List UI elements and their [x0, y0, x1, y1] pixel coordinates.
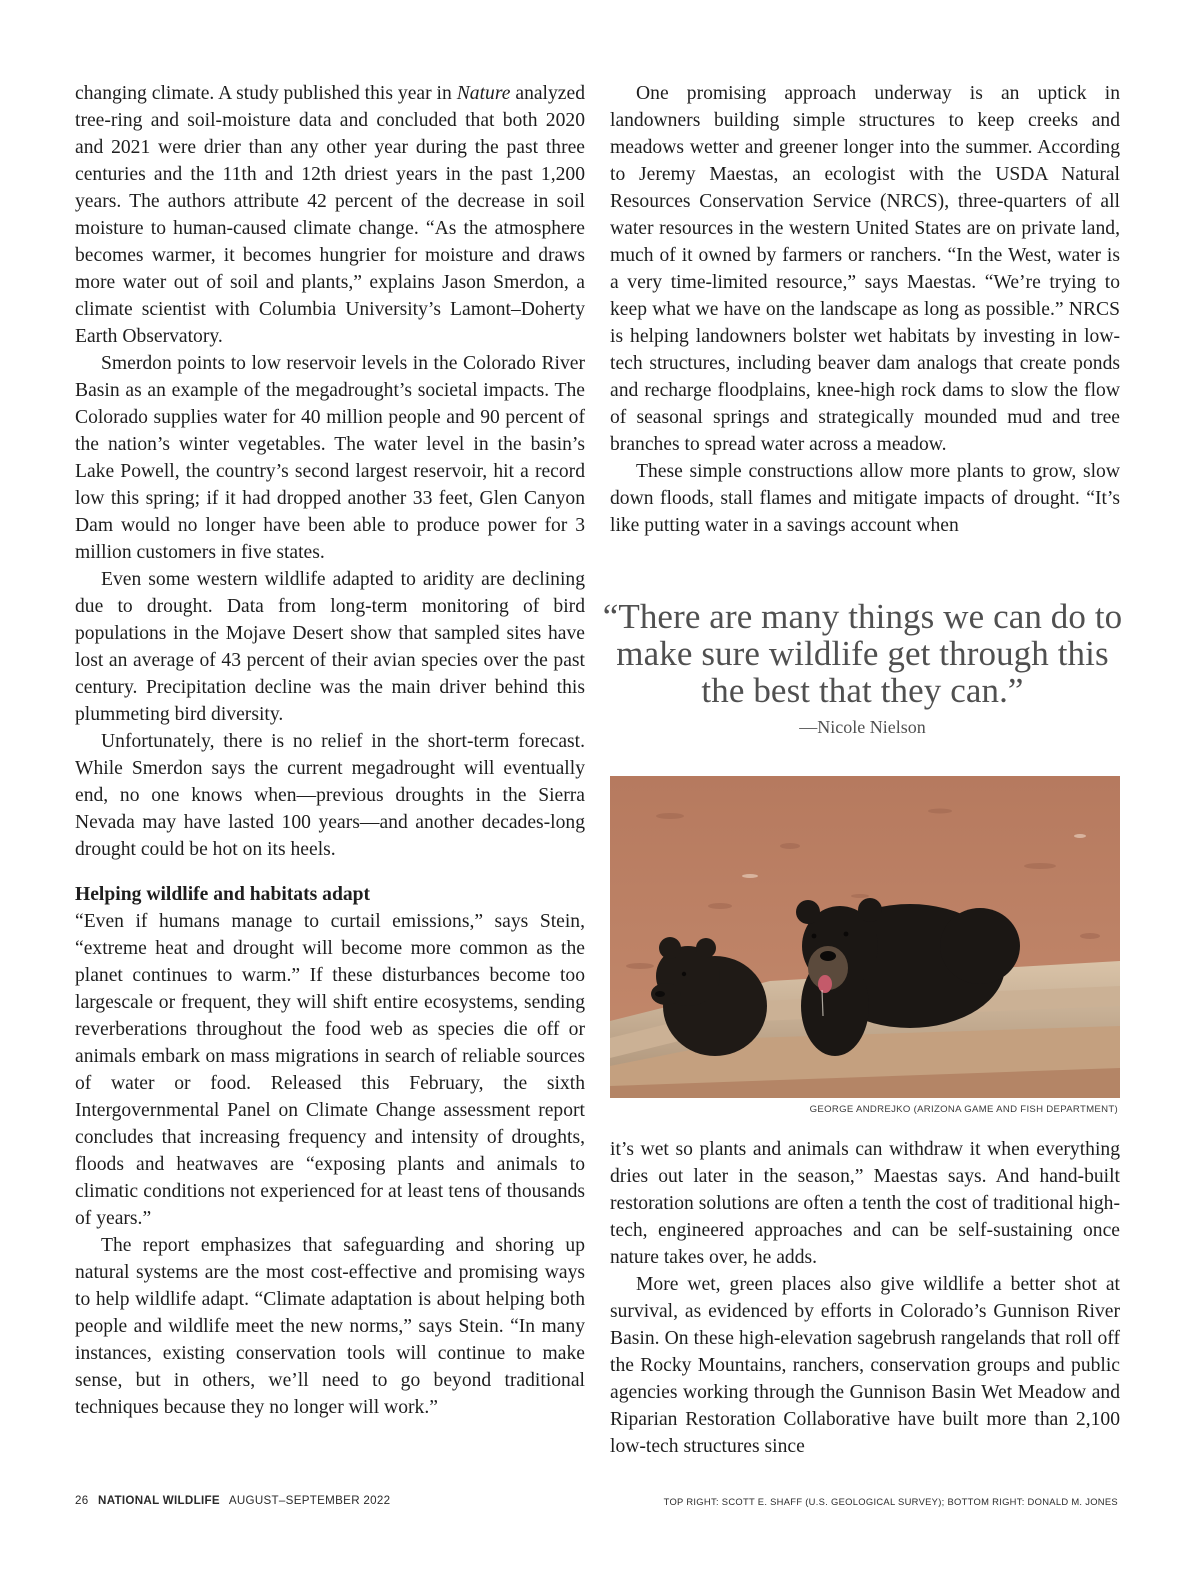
pull-quote-author: —Nicole Nielson — [799, 717, 926, 737]
issue-date: AUGUST–SEPTEMBER 2022 — [228, 1494, 391, 1507]
left-paragraph-2: Smerdon points to low reservoir levels in the Colorado River Basin as an example of the megadrought’s societal impacts. The Colorado supplies water for 40 million people and 90 percent of the nation’s winter vegetables. The water level in the basin’s Lake Powell, the country’s second largest reservoir, hit a record low this spring; if it had dropped another 33 feet, Glen Canyon Dam would no longer have been able to produce power for 3 million customers in five states. — [75, 353, 585, 563]
paragraph-text: changing climate. A study published this year in — [75, 83, 457, 104]
page-footer — [75, 1494, 390, 1507]
publication-name: NATIONAL WILDLIFE — [98, 1494, 220, 1507]
right-paragraph-1: One promising approach underway is an uptick in landowners building simple structures to keep creeks and meadows wetter and greener longer into the summer. According to Jeremy Maestas, an ecologist with the USDA Natural Resources Conservation Service (NRCS), three-quarters of all water resources in the western United States are on private land, much of it owned by farmers or ranchers. “In the West, water is a very time-limited resource,” says Maestas. “We’re trying to keep what we have on the landscape as long as possible.” NRCS is helping landowners bolster wet habitats by investing in low-tech structures, including beaver dam analogs that create ponds and recharge floodplains, knee-high rock dams to slow the flow of seasonal springs and strategically mounded mud and tree branches to spread water across a meadow. — [610, 83, 1120, 455]
left-paragraph-3: Even some western wildlife adapted to aridity are declining due to drought. Data from long-term monitoring of bird populations in the Mojave Desert show that sampled sites have lost an average of 43 percent of their avian species over the past century. Precipitation decline was the main driver behind this plummeting bird diversity. — [75, 569, 585, 725]
left-column — [75, 80, 585, 1421]
right-column-top — [610, 80, 1120, 539]
page-number: 26 — [75, 1494, 89, 1507]
paragraph-text: analyzed tree-ring and soil-moisture data and concluded that both 2020 and 2021 were drier than any other year during the past three centuries and the 11th and 12th driest years in the past 1,200 years. The authors attribute 42 percent of the decrease in soil moisture to human-caused climate change. “As the atmosphere becomes warmer, it becomes hungrier for moisture and draws more water out of soil and plants,” explains Jason Smerdon, a climate scientist with Columbia University’s Lamont–Doherty Earth Observatory. — [75, 83, 585, 347]
left-paragraph-4: Unfortunately, there is no relief in the short-term forecast. While Smerdon says the current megadrought will eventually end, no one knows when—previous droughts in the Sierra Nevada may have lasted 100 years—and another decades-long drought could be hot on its heels. — [75, 731, 585, 860]
left-paragraph-1 — [75, 80, 585, 350]
right-paragraph-2: These simple constructions allow more plants to grow, slow down floods, stall flames and mitigate impacts of drought. “It’s like putting water in a savings account when — [610, 461, 1120, 536]
journal-name: Nature — [456, 83, 511, 104]
left-paragraph-6: The report emphasizes that safeguarding and shoring up natural systems are the most cost-effective and promising ways to help wildlife adapt. “Climate adaptation is about helping both people and wildlife meet the new norms,” says Stein. “In many instances, existing conservation tools will continue to make sense, but in others, we’ll need to go beyond traditional techniques because they no longer will work.” — [75, 1235, 585, 1418]
right-paragraph-4: More wet, green places also give wildlife a better shot at survival, as evidenced by efforts in Colorado’s Gunnison River Basin. On these high-elevation sagebrush rangelands that roll off the Rocky Mountains, ranchers, conservation groups and public agencies working through the Gunnison Basin Wet Meadow and Riparian Restoration Collaborative have built more than 2,100 low-tech structures since — [610, 1274, 1120, 1457]
left-paragraph-5: “Even if humans manage to curtail emissions,” says Stein, “extreme heat and drought will become more common as the planet continues to warm.” If these disturbances become too largescale or frequent, they will shift entire ecosystems, sending reverberations throughout the food web as species die off or animals embark on mass migrations in search of reliable sources of water or food. Released this February, the sixth Intergovernmental Panel on Climate Change assessment report concludes that increasing frequency and intensity of droughts, floods and heatwaves are “exposing plants and animals to climatic conditions not experienced for at least tens of thousands of years.” — [75, 911, 585, 1229]
bear-photo — [610, 776, 1120, 1098]
section-heading: Helping wildlife and habitats adapt — [75, 884, 371, 905]
right-paragraph-3: it’s wet so plants and animals can withdraw it when everything dries out later in the season,” Maestas says. And hand-built restoration solutions are often a tenth the cost of traditional high-tech, engineered approaches and can be self-sustaining once nature takes over, he adds. — [610, 1139, 1120, 1268]
photo-credit: GEORGE ANDREJKO (ARIZONA GAME AND FISH DEPARTMENT) — [809, 1104, 1118, 1115]
pull-quote-text: “There are many things we can do to make sure wildlife get through this the best that they can.” — [602, 597, 1123, 710]
pull-quote — [600, 598, 1125, 738]
right-column-bottom — [610, 1136, 1120, 1460]
page-photo-credits: TOP RIGHT: SCOTT E. SHAFF (U.S. GEOLOGICAL SURVEY); BOTTOM RIGHT: DONALD M. JONES — [663, 1496, 1118, 1507]
